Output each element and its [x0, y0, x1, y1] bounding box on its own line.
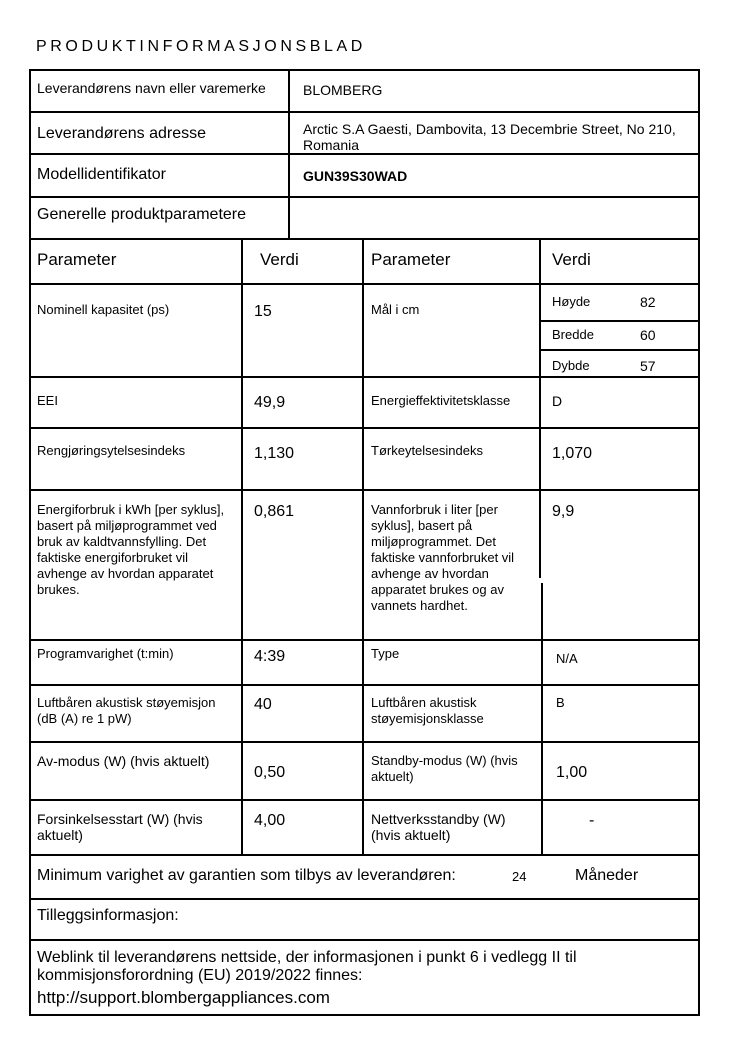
divider: [362, 238, 364, 856]
document-title: PRODUKTINFORMASJONSBLAD: [36, 38, 366, 55]
divider: [29, 898, 700, 900]
divider: [29, 854, 700, 856]
weblink-description: Weblink til leverandørens nettside, der informasjonen i punkt 6 i vedlegg II til kommisjonsforordning (EU) 2019/2022 finnes:: [37, 949, 577, 984]
additional-info-label: Tilleggsinformasjon:: [37, 907, 179, 924]
water-consumption-value: 9,9: [552, 503, 575, 520]
energy-consumption-label: Energiforbruk i kWh [per syklus], basert på miljøprogrammet ved bruk av kaldtvannsfylling. Det faktiske energiforbruket vil avhenge av hvordan apparatet brukes.: [37, 502, 225, 597]
divider: [29, 283, 700, 285]
cleaning-index-label: Rengjøringsytelsesindeks: [37, 443, 186, 458]
warranty-unit: Måneder: [575, 867, 639, 884]
drying-index-label: Tørkeytelsesindeks: [371, 443, 483, 458]
divider: [288, 69, 290, 240]
depth-label: Dybde: [552, 358, 590, 373]
divider: [241, 238, 243, 856]
column-header-value: Verdi: [260, 250, 299, 269]
model-identifier-label: Modellidentifikator: [37, 166, 166, 183]
divider: [539, 238, 541, 578]
warranty-value: 24: [512, 869, 527, 884]
divider: [29, 639, 700, 641]
height-value: 82: [640, 294, 656, 310]
divider: [29, 238, 700, 240]
supplier-address-line2: Romania: [303, 137, 360, 153]
dimensions-label: Mål i cm: [371, 302, 420, 317]
column-header-parameter: Parameter: [371, 250, 451, 269]
drying-index-value: 1,070: [552, 445, 593, 462]
divider: [29, 939, 700, 941]
depth-value: 57: [640, 358, 656, 374]
noise-class-value: B: [556, 695, 565, 710]
divider: [29, 376, 700, 378]
divider: [541, 349, 700, 351]
program-duration-value: 4:39: [254, 648, 286, 665]
divider: [29, 489, 700, 491]
delay-start-value: 4,00: [254, 812, 286, 829]
off-mode-value: 0,50: [254, 764, 286, 781]
divider: [29, 111, 700, 113]
supplier-name-value: BLOMBERG: [303, 82, 383, 98]
eei-value: 49,9: [254, 394, 286, 411]
standby-mode-label: Standby-modus (W) (hvis aktuelt): [371, 753, 518, 784]
noise-emission-label: Luftbåren akustisk støyemisjon (dB (A) re 1 pW): [37, 695, 216, 726]
capacity-label: Nominell kapasitet (ps): [37, 302, 170, 317]
network-standby-label: Nettverksstandby (W) (hvis aktuelt): [371, 811, 506, 843]
supplier-address-label: Leverandørens adresse: [37, 125, 206, 142]
width-label: Bredde: [552, 327, 594, 342]
network-standby-value: -: [589, 812, 595, 829]
divider: [29, 684, 700, 686]
water-consumption-label: Vannforbruk i liter [per syklus], basert på miljøprogrammet. Det faktiske vannforbruket vil avhenge av hvordan apparatet brukes og av vannets hardhet.: [371, 502, 515, 613]
width-value: 60: [640, 327, 656, 343]
supplier-name-label: Leverandørens navn eller varemerke: [37, 80, 266, 96]
column-header-value: Verdi: [552, 250, 591, 269]
delay-start-label: Forsinkelsesstart (W) (hvis aktuelt): [37, 811, 203, 843]
divider: [541, 583, 543, 856]
eei-label: EEI: [37, 393, 58, 408]
divider: [541, 320, 700, 322]
divider: [29, 427, 700, 429]
off-mode-label: Av-modus (W) (hvis aktuelt): [37, 753, 210, 769]
energy-class-label: Energieffektivitetsklasse: [371, 393, 511, 408]
supplier-address-line1: Arctic S.A Gaesti, Dambovita, 13 Decembrie Street, No 210,: [303, 121, 676, 137]
warranty-label: Minimum varighet av garantien som tilbys av leverandøren:: [37, 867, 456, 884]
energy-consumption-value: 0,861: [254, 503, 295, 520]
noise-class-label: Luftbåren akustisk støyemisjonsklasse: [371, 695, 484, 726]
energy-class-value: D: [552, 393, 563, 409]
type-value: N/A: [556, 651, 578, 666]
column-header-parameter: Parameter: [37, 250, 117, 269]
general-parameters-label: Generelle produktparametere: [37, 206, 247, 223]
divider: [29, 196, 700, 198]
support-link[interactable]: http://support.blombergappliances.com: [37, 988, 330, 1007]
divider: [29, 741, 700, 743]
program-duration-label: Programvarighet (t:min): [37, 646, 174, 661]
height-label: Høyde: [552, 294, 591, 309]
noise-emission-value: 40: [254, 696, 272, 713]
divider: [29, 799, 700, 801]
standby-mode-value: 1,00: [556, 764, 588, 781]
capacity-value: 15: [254, 303, 272, 320]
cleaning-index-value: 1,130: [254, 445, 295, 462]
model-identifier-value: GUN39S30WAD: [303, 168, 408, 184]
divider: [29, 153, 700, 155]
type-label: Type: [371, 646, 400, 661]
